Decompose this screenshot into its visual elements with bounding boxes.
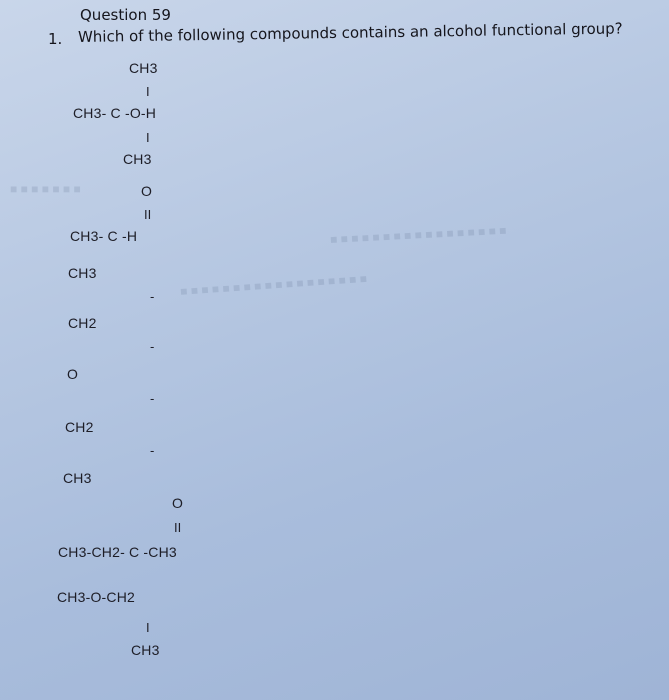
compound-3-atom: O (67, 366, 79, 382)
bleed-through-text: ■ ■ ■ ■ ■ ■ ■ (10, 182, 81, 196)
compound-1-bottom-group: CH3 (123, 151, 152, 167)
compound-3-bond: - (150, 289, 155, 304)
compound-1-main-chain: CH3- C -O-H (73, 105, 157, 121)
compound-5-bottom-group: CH3 (131, 642, 160, 658)
compound-3-atom: CH2 (65, 419, 94, 435)
compound-4-top-group: O (172, 495, 184, 511)
compound-4-main-chain: CH3-CH2- C -CH3 (58, 544, 177, 560)
question-number: 1. (48, 30, 63, 48)
compound-2-main-chain: CH3- C -H (70, 228, 138, 244)
compound-5-main-chain: CH3-O-CH2 (57, 589, 136, 605)
compound-3-atom: CH3 (63, 470, 92, 486)
bleed-through-text: ■ ■ ■ ■ ■ ■ ■ ■ ■ ■ ■ ■ ■ ■ ■ ■ ■ (329, 223, 507, 247)
compound-5-bottom-bond: I (146, 620, 150, 635)
question-prompt: Which of the following compounds contains an alcohol functional group? (77, 19, 623, 46)
compound-1-top-bond: I (146, 84, 150, 99)
compound-1-top-group: CH3 (129, 60, 158, 76)
compound-3-bond: - (150, 443, 155, 458)
compound-3-atom: CH3 (68, 265, 97, 281)
question-title: Question 59 (80, 6, 171, 24)
compound-1-bottom-bond: I (146, 130, 150, 145)
compound-3-bond: - (150, 339, 155, 354)
compound-3-bond: - (150, 391, 155, 406)
compound-2-top-group: O (141, 183, 153, 199)
compound-2-double-bond: II (144, 207, 152, 222)
compound-4-double-bond: II (174, 520, 182, 535)
compound-3-atom: CH2 (68, 315, 97, 331)
bleed-through-text: ■ ■ ■ ■ ■ ■ ■ ■ ■ ■ ■ ■ ■ ■ ■ ■ ■ ■ (179, 271, 368, 299)
